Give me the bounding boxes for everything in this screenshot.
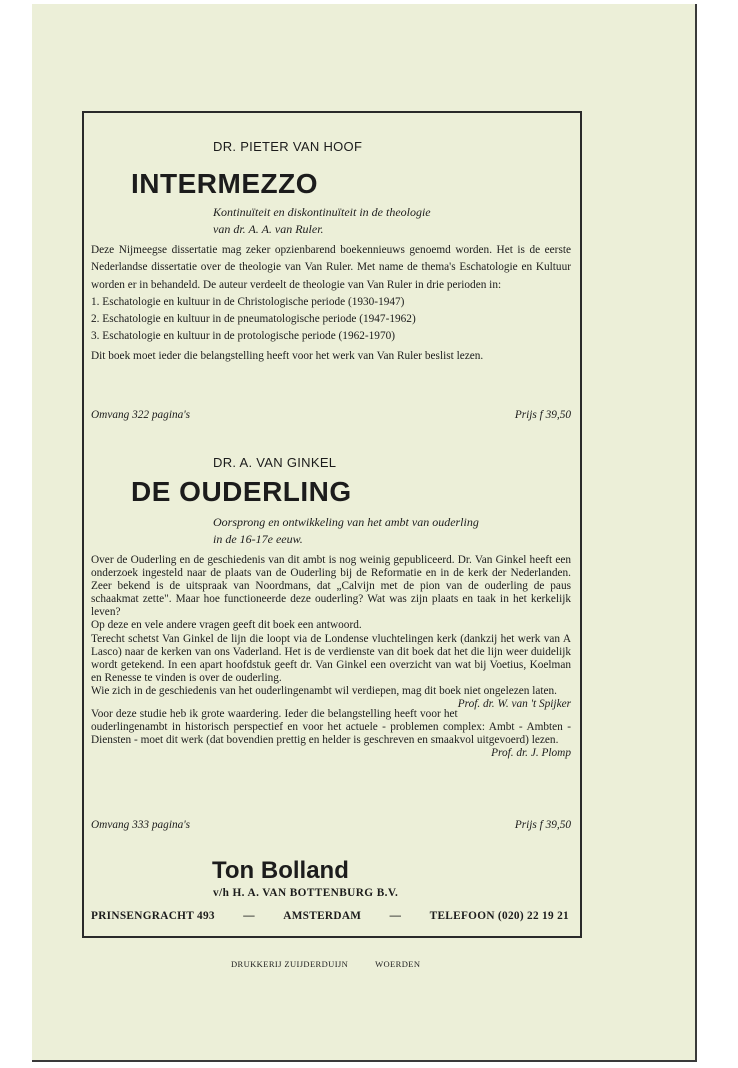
- book1-pages: Omvang 322 pagina's: [91, 409, 191, 421]
- page-sheet: [32, 4, 697, 1062]
- book1-title: INTERMEZZO: [131, 168, 318, 199]
- address-dash-2: —: [389, 910, 402, 922]
- list-item: 1. Eschatologie en kultuur in de Christologische periode (1930-1947): [91, 295, 405, 308]
- book2-quote1-author: Prof. dr. W. van 't Spijker: [457, 698, 571, 711]
- publisher-name: Ton Bolland: [212, 857, 349, 884]
- list-item: 2. Eschatologie en kultuur in de pneumatologische periode (1947-1962): [91, 313, 416, 326]
- book1-paragraph: Deze Nijmeegse dissertatie mag zeker opzienbarend boekennieuws genoemd worden. Het is de eerste Nederlandse dissertatie over de theologie van Van Ruler. Met name de thema's Eschatologie en Kultuur worden er in behandeld. De auteur verdeelt de theologie van Van Ruler in drie perioden in:: [91, 244, 571, 291]
- book2-subtitle-line1: Oorsprong en ontwikkeling van het ambt van ouderling: [213, 515, 479, 529]
- book2-footer: [91, 819, 571, 831]
- book2-subtitle-line2: in de 16-17e eeuw.: [213, 532, 303, 546]
- printer-name: DRUKKERIJ ZUIJDERDUIJN: [231, 959, 349, 969]
- book2-pages: Omvang 333 pagina's: [91, 819, 191, 831]
- address-phone: TELEFOON (020) 22 19 21: [429, 910, 569, 922]
- book2-price: Prijs f 39,50: [514, 819, 571, 831]
- publisher-sub: v/h H. A. VAN BOTTENBURG B.V.: [213, 887, 399, 899]
- address-dash-1: —: [243, 910, 255, 922]
- list-item: 3. Eschatologie en kultuur in de protologische periode (1962-1970): [91, 330, 396, 343]
- book1-price: Prijs f 39,50: [514, 409, 571, 421]
- printer-credit: [231, 959, 420, 969]
- book2-title: DE OUDERLING: [131, 476, 352, 507]
- book1-subtitle-line1: Kontinuïteit en diskontinuïteit in de theologie: [213, 205, 431, 219]
- book2-paragraph5-text: Voor deze studie heb ik grote waardering. Ieder die belangstelling heeft voor het ouderlingenambt in historisch perspectief en voor het actuele - problemen complex: Ambt - Ambten - Diensten - moet dit werk (dat bovendien prettig en helder is geschreven en smaakvol uitgevoerd) lezen.: [91, 708, 571, 747]
- printer-city: WOERDEN: [375, 959, 421, 969]
- book2-paragraph5: [91, 708, 571, 760]
- book1-author: DR. PIETER VAN HOOF: [213, 139, 363, 154]
- book1-description: [91, 242, 571, 365]
- book2-paragraph4-text: Wie zich in de geschiedenis van het ouderlingenambt wil verdiepen, mag dit boek niet ongelezen laten.: [91, 684, 558, 697]
- address-city: AMSTERDAM: [283, 910, 362, 922]
- book2-author: DR. A. VAN GINKEL: [213, 455, 337, 470]
- book2-paragraph1: Over de Ouderling en de geschiedenis van dit ambt is nog weinig gepubliceerd. Dr. Van Ginkel heeft een onderzoek ingesteld naar de plaats van de Ouderling bij de Reformatie en in de kerk der Nederlanden. Zeer bekend is de uitspraak van Noordmans, dat „Calvijn met de pion van de ouderling de paus schaakmat zette". Maar hoe functioneerde deze ouderling? Wat was zijn plaats en taak in het kerkelijk leven?: [91, 554, 571, 619]
- book1-closing: Dit boek moet ieder die belangstelling heeft voor het werk van Van Ruler beslist lezen.: [91, 349, 484, 362]
- book2-paragraph3: Terecht schetst Van Ginkel de lijn die loopt via de Londense vluchtelingen kerk (dankzij het werk van A Lasco) naar de kerken van ons Vaderland. Het is de verdienste van dit boek dat het die lijn weer duidelijk wordt getekend. In een apart hoofdstuk geeft dr. Van Ginkel een overzicht van wat bij Voetius, Koelman en Renesse te vinden is over de ouderling.: [91, 632, 571, 684]
- book1-footer: [91, 409, 571, 421]
- book1-subtitle: [213, 204, 431, 238]
- address-street: PRINSENGRACHT 493: [91, 910, 215, 922]
- book2-quote2-author: Prof. dr. J. Plomp: [491, 747, 571, 760]
- publisher-address: [91, 910, 569, 922]
- book2-paragraph2: Op deze en vele andere vragen geeft dit boek een antwoord.: [91, 619, 362, 632]
- book2-subtitle: [213, 514, 479, 548]
- book2-paragraph4: [91, 684, 571, 711]
- book2-description: [91, 554, 571, 760]
- book1-period-list: [91, 294, 571, 346]
- book1-subtitle-line2: van dr. A. A. van Ruler.: [213, 222, 324, 236]
